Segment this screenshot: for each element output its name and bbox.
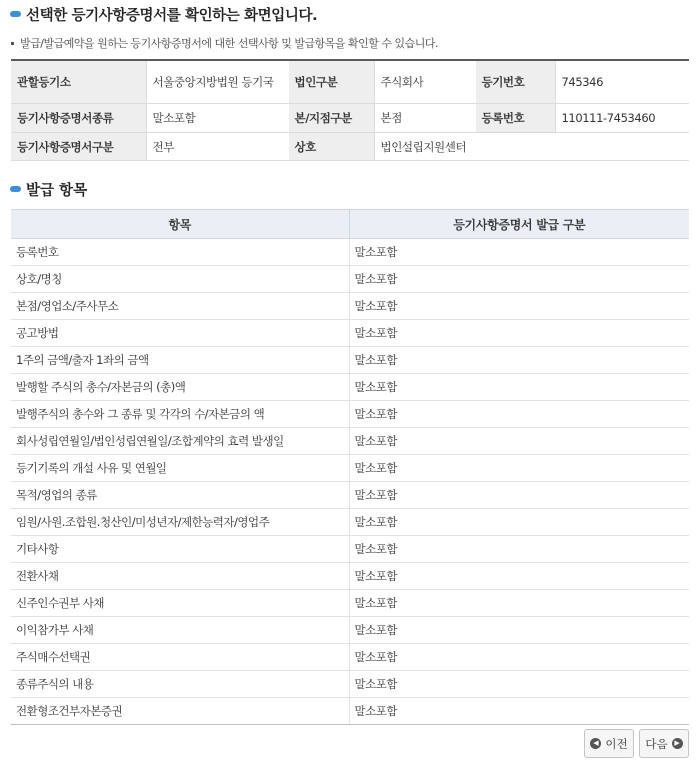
page-title-text: 선택한 등기사항증명서를 확인하는 화면입니다.: [26, 7, 318, 24]
jurisdiction-label: 관할등기소: [11, 60, 146, 104]
table-row: [11, 320, 689, 347]
item-name: 등기기록의 개설 사유 및 연월일: [11, 455, 349, 482]
next-button[interactable]: [639, 729, 689, 758]
table-row: [11, 347, 689, 374]
item-name: 주식매수선택권: [11, 644, 349, 671]
table-row: [11, 644, 689, 671]
item-name: 기타사항: [11, 536, 349, 563]
cert-class-label: 등기사항증명서구분: [11, 133, 146, 161]
item-name: 임원/사원.조합원.청산인/미성년자/제한능력자/영업주: [11, 509, 349, 536]
item-name: 전환형조건부자본증권: [11, 698, 349, 725]
prev-button[interactable]: [584, 729, 634, 758]
info-note: [11, 35, 438, 51]
summary-row: [11, 104, 689, 133]
next-button-label: 다음: [645, 736, 668, 751]
reg-no-label: 등기번호: [475, 60, 555, 104]
items-header-item: 항목: [11, 210, 349, 239]
item-type: 말소포함: [349, 671, 689, 698]
title-bullet-icon: [10, 11, 21, 17]
item-type: 말소포함: [349, 374, 689, 401]
item-name: 종류주식의 내용: [11, 671, 349, 698]
summary-row: [11, 60, 689, 104]
page-title: [10, 3, 317, 25]
item-type: 말소포함: [349, 401, 689, 428]
jurisdiction-value: 서울중앙지방법원 등기국: [146, 60, 288, 104]
cert-type-value: 말소포함: [146, 104, 288, 133]
item-type: 말소포함: [349, 509, 689, 536]
table-row: [11, 239, 689, 266]
cert-class-value: 전부: [146, 133, 288, 161]
item-name: 발행할 주식의 총수/자본금의 (총)액: [11, 374, 349, 401]
table-row: [11, 482, 689, 509]
table-row: [11, 698, 689, 725]
item-type: 말소포함: [349, 644, 689, 671]
table-row: [11, 590, 689, 617]
table-row: [11, 374, 689, 401]
item-name: 본점/영업소/주사무소: [11, 293, 349, 320]
item-type: 말소포함: [349, 617, 689, 644]
item-type: 말소포함: [349, 563, 689, 590]
registration-label: 등록번호: [475, 104, 555, 133]
trade-name-value: 법인설립지원센터: [374, 133, 689, 161]
item-type: 말소포함: [349, 428, 689, 455]
corp-type-label: 법인구분: [288, 60, 374, 104]
items-header-type: 등기사항증명서 발급 구분: [349, 210, 689, 239]
table-row: [11, 401, 689, 428]
chevron-right-circle-icon: ▶: [672, 738, 683, 749]
table-row: [11, 455, 689, 482]
bullet-dot-icon: [11, 42, 14, 45]
item-type: 말소포함: [349, 266, 689, 293]
reg-no-value: 745346: [555, 60, 689, 104]
item-type: 말소포함: [349, 347, 689, 374]
prev-button-label: 이전: [605, 736, 628, 751]
info-note-text: 발급/발급예약을 원하는 등기사항증명서에 대한 선택사항 및 발급항목을 확인할 수 있습니다.: [20, 37, 438, 50]
chevron-left-circle-icon: ◀: [590, 738, 601, 749]
cert-type-label: 등기사항증명서종류: [11, 104, 146, 133]
item-type: 말소포함: [349, 482, 689, 509]
summary-table: [11, 59, 689, 161]
table-row: [11, 509, 689, 536]
item-name: 등록번호: [11, 239, 349, 266]
item-type: 말소포함: [349, 536, 689, 563]
item-name: 공고방법: [11, 320, 349, 347]
table-row: [11, 563, 689, 590]
table-row: [11, 536, 689, 563]
item-name: 신주인수권부 사채: [11, 590, 349, 617]
item-name: 상호/명칭: [11, 266, 349, 293]
item-type: 말소포함: [349, 320, 689, 347]
item-name: 목적/영업의 종류: [11, 482, 349, 509]
table-row: [11, 617, 689, 644]
items-table: [11, 209, 689, 725]
trade-name-label: 상호: [288, 133, 374, 161]
section-title-text: 발급 항목: [26, 182, 88, 199]
item-name: 1주의 금액/출자 1좌의 금액: [11, 347, 349, 374]
registration-value: 110111-7453460: [555, 104, 689, 133]
item-name: 발행주식의 총수와 그 종류 및 각각의 수/자본금의 액: [11, 401, 349, 428]
item-name: 전환사채: [11, 563, 349, 590]
item-name: 회사성립연월일/법인성립연월일/조합계약의 효력 발생일: [11, 428, 349, 455]
items-header-row: [11, 210, 689, 239]
item-type: 말소포함: [349, 293, 689, 320]
summary-row: [11, 133, 689, 161]
corp-type-value: 주식회사: [374, 60, 475, 104]
section-bullet-icon: [10, 186, 21, 192]
table-row: [11, 266, 689, 293]
item-type: 말소포함: [349, 698, 689, 725]
item-type: 말소포함: [349, 455, 689, 482]
branch-label: 본/지점구분: [288, 104, 374, 133]
table-row: [11, 428, 689, 455]
branch-value: 본점: [374, 104, 475, 133]
section-title: [10, 179, 87, 199]
item-type: 말소포함: [349, 590, 689, 617]
table-row: [11, 671, 689, 698]
item-type: 말소포함: [349, 239, 689, 266]
table-row: [11, 293, 689, 320]
item-name: 이익참가부 사채: [11, 617, 349, 644]
